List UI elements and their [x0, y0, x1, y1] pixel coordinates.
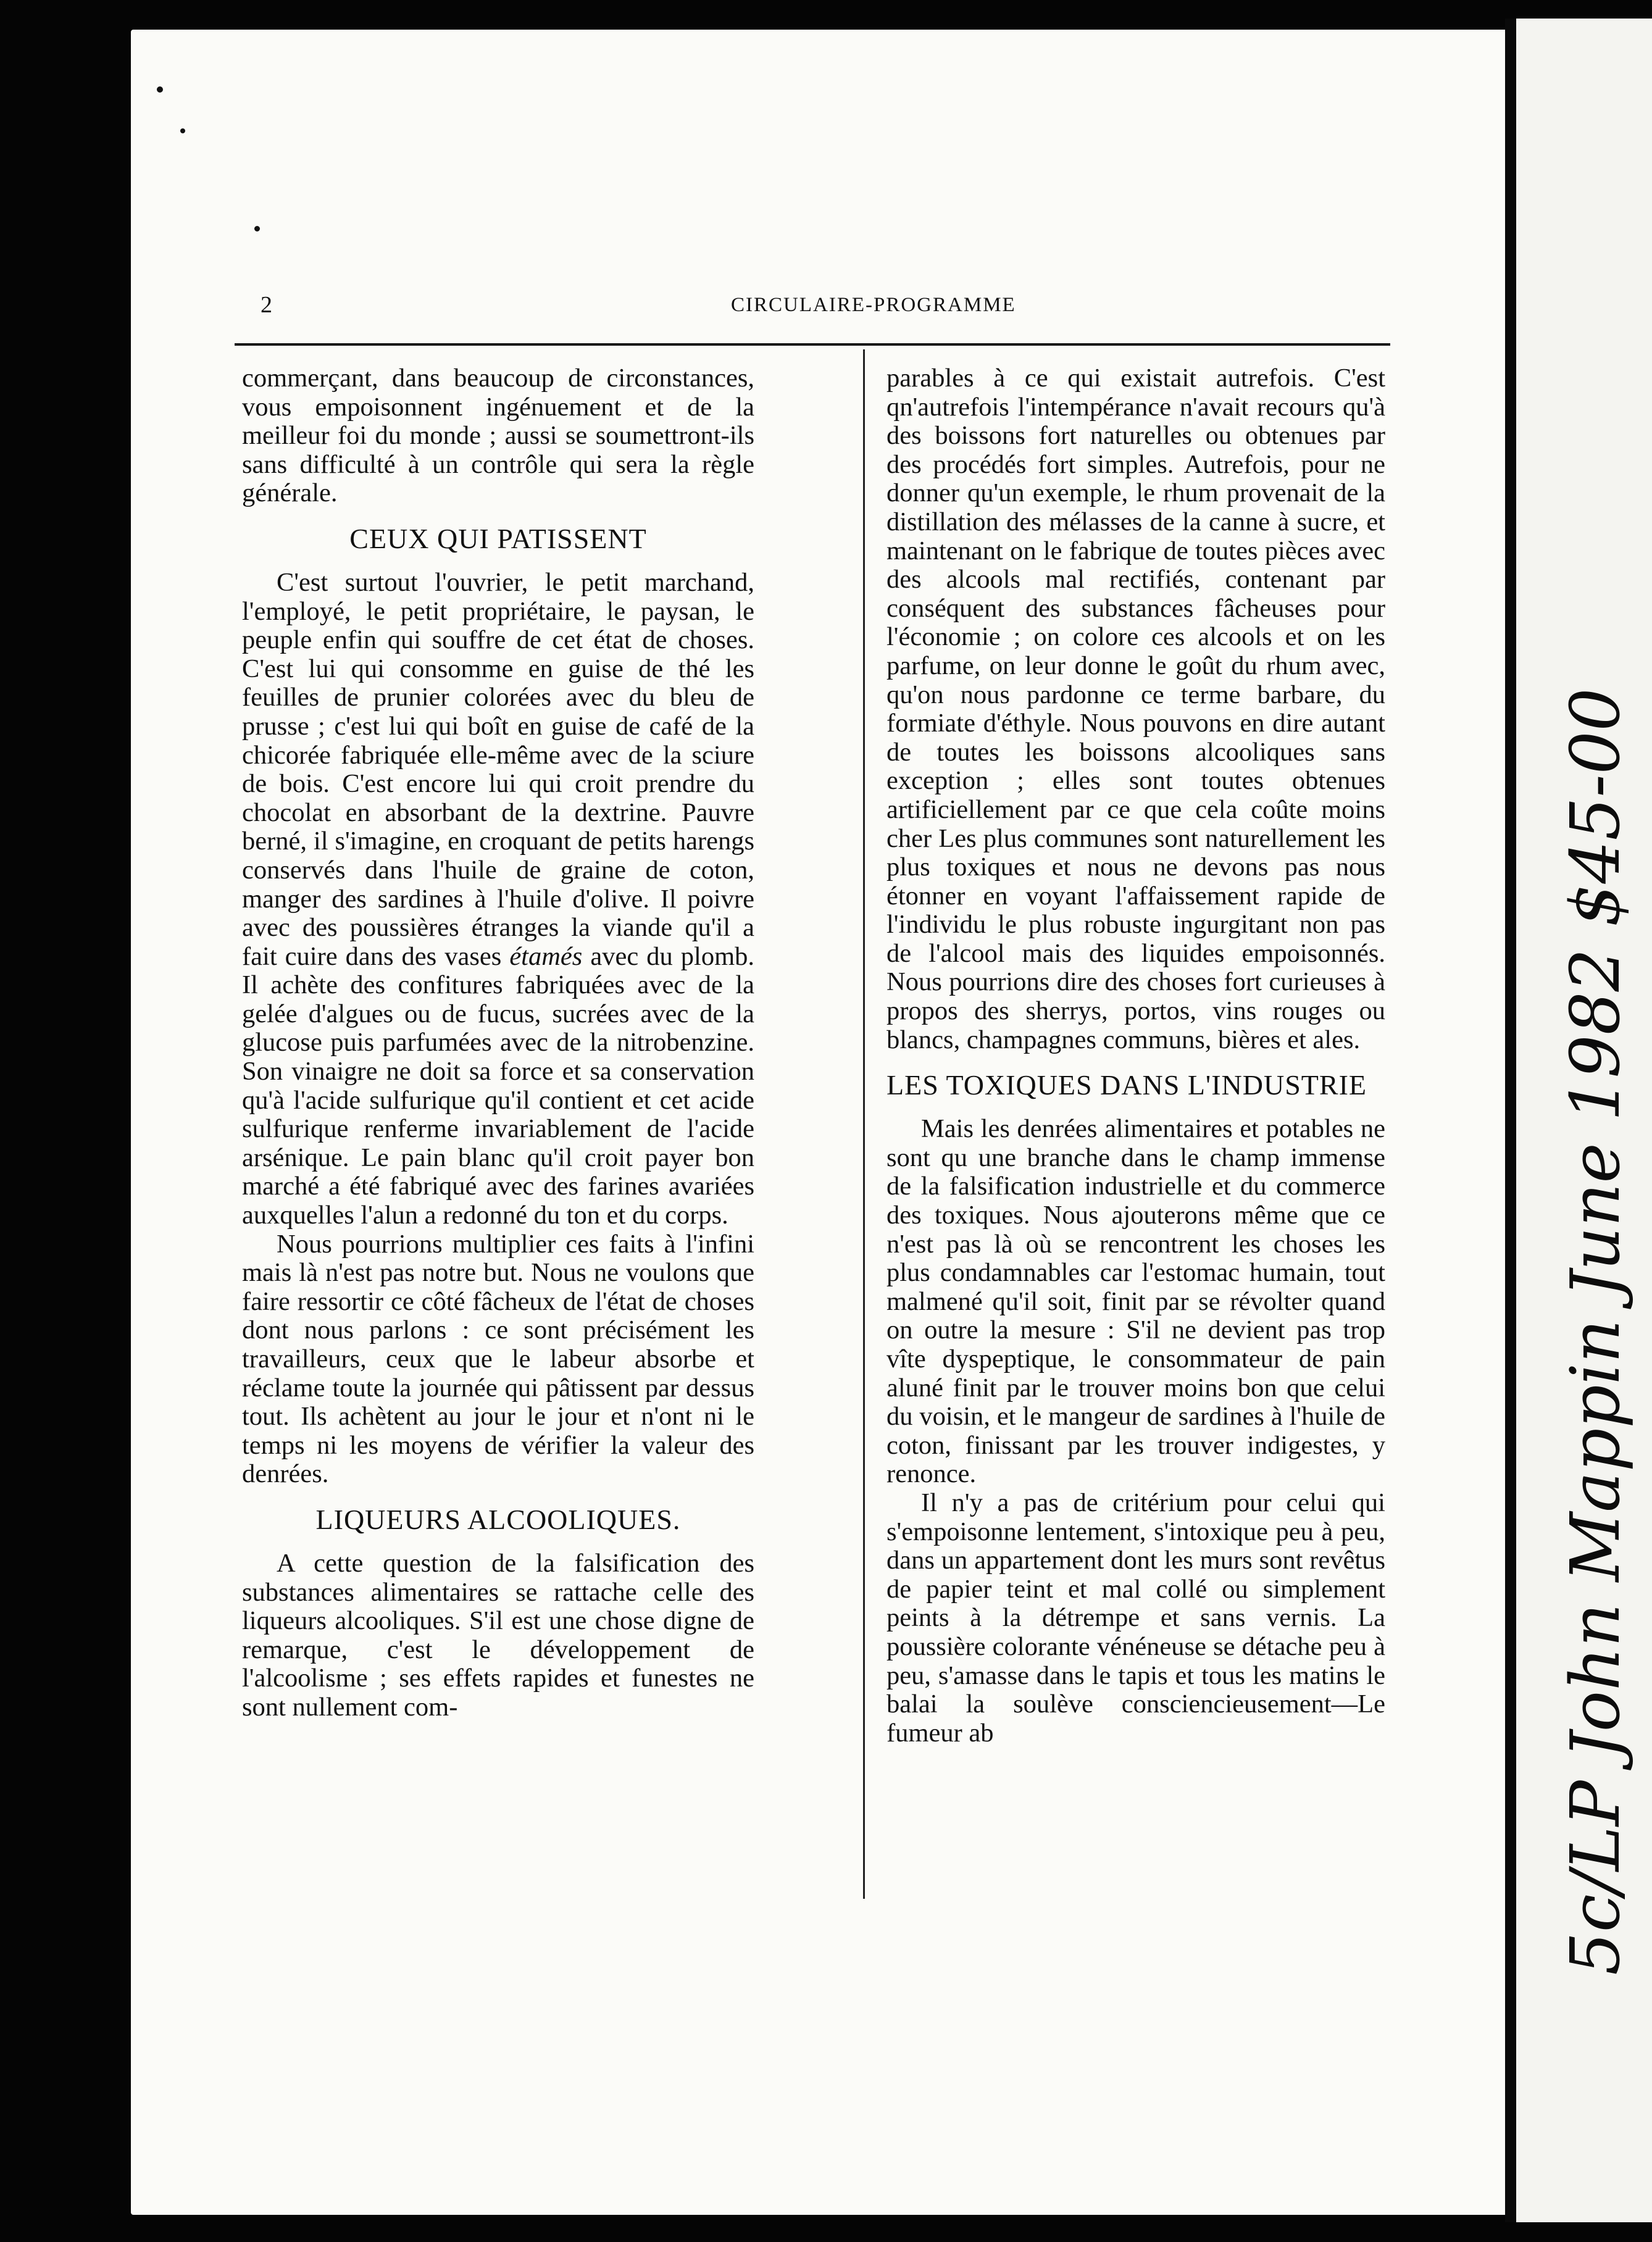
header-rule — [235, 343, 1390, 346]
right-paragraph-3: Il n'y a pas de critérium pour celui qui s'empoisonne lentement, s'intoxique peu à peu, dans un appartement dont les murs sont revêtus de papier teint et mal collé ou simplement peints à la détrempe et sans vernis. La poussière colorante vénéneuse se détache peu à peu, s'amasse dans le tapis et tous les matins le balai la soulève consciencieusement—Le fumeur ab — [886, 1488, 1385, 1748]
page-number: 2 — [261, 292, 272, 318]
page-fold-shadow — [1505, 19, 1516, 2222]
left-column — [242, 364, 754, 1722]
handwritten-margin-note — [1531, 688, 1652, 2000]
left-paragraph-3: Nous pourrions multiplier ces faits à l'infini mais là n'est pas notre but. Nous ne voulons que faire ressortir ce côté fâcheux de l'état de choses dont nous parlons : ce sont précisément les travailleurs, ceux que le labeur absorbe et réclame toute la journée qui pâtissent par dessus tout. Ils achètent au jour le jour et n'ont ni le temps ni les moyens de vérifier la valeur des denrées. — [242, 1229, 754, 1489]
left-paragraph-1: commerçant, dans beaucoup de circonstances, vous empoisonnent ingénuement et de la meilleur foi du monde ; aussi se soumettront-ils sans difficulté à un contrôle qui sera la règle générale. — [242, 364, 754, 508]
section-heading-ceux-qui-patissent: CEUX QUI PATISSENT — [349, 522, 647, 554]
section-heading-liqueurs-alcooliques: LIQUEURS ALCOOLIQUES. — [315, 1503, 681, 1535]
margin-note-text: 5c/LP John Mappin June 1982 $45-00 — [1556, 688, 1635, 1975]
scan-speck — [180, 128, 185, 133]
running-title: CIRCULAIRE-PROGRAMME — [731, 294, 1016, 316]
scan-speck — [157, 86, 163, 93]
right-column — [886, 364, 1385, 1748]
scan-speck — [254, 226, 260, 231]
left-paragraph-2: C'est surtout l'ouvrier, le petit marchand, l'employé, le petit propriétaire, le paysan, le peuple enfin qui souffre de cet état de choses. C'est lui qui consomme en guise de thé les feuilles de prunier colorées avec du bleu de prusse ; c'est lui qui boît en guise de café de la chicorée fabriquée elle-même avec de la sciure de bois. C'est encore lui qui croit prendre du chocolat en absorbant de la dextrine. Pauvre berné, il s'imagine, en croquant de petits harengs conservés dans l'huile de graine de coton, manger des sardines à l'huile d'olive. Il poivre avec des poussières étranges la viande qu'il a fait cuire dans des vases étamés avec du plomb. Il achète des confitures fabriquées avec de la gelée d'algues ou de fucus, sucrées avec de la glucose puis parfumées avec de la nitrobenzine. Son vinaigre ne doit sa force et sa conservation qu'à l'acide sulfurique qu'il contient et cet acide sulfurique renferme invariablement de l'acide arsénique. Le pain blanc qu'il croit payer bon marché a été fabriqué avec des farines avariées auxquelles l'alun a redonné du ton et du corps. — [242, 567, 755, 1230]
right-paragraph-2: Mais les denrées alimentaires et potables ne sont qu une branche dans le champ immense de la falsification industrielle et du commerce des toxiques. Nous ajouterons même que ce n'est pas là où se rencontrent les choses les plus condamnables car l'estomac humain, tout malmené qu'il soit, finit par se révolter quand on outre la mesure : S'il ne devient pas trop vîte dyspeptique, le consommateur de pain aluné finit par le trouver moins bon que celui du voisin, et le mangeur de sardines à l'huile de coton, finissant par les trouver indigestes, y renonce. — [886, 1114, 1385, 1489]
column-divider — [863, 349, 865, 1899]
right-paragraph-1: parables à ce qui existait autrefois. C'est qn'autrefois l'intempérance n'avait recours qu'à des boissons fort naturelles ou obtenues par des procédés fort simples. Autrefois, pour ne donner qu'un exemple, le rhum provenait de la distillation des mélasses de la canne à sucre, et maintenant on le fabrique de toutes pièces avec des alcools mal rectifiés, contenant par conséquent des substances fâcheuses pour l'économie ; on colore ces alcools et on les parfume, on leur donne le goût du rhum avec, qu'on nous pardonne ce terme barbare, du formiate d'éthyle. Nous pouvons en dire autant de toutes les boissons alcooliques sans exception ; elles sont toutes obtenues artificiellement par ce que cela coûte moins cher Les plus communes sont naturellement les plus toxiques et nous ne devons pas nous étonner en voyant l'affaissement rapide de l'individu le plus robuste ingurgitant non pas de l'alcool mais des liquides empoisonnés. Nous pourrions dire des choses fort curieuses à propos des sherrys, portos, vins rouges ou blancs, champagnes communs, bières et ales. — [886, 364, 1385, 1054]
section-heading-les-toxiques: LES TOXIQUES DANS L'INDUSTRIE — [886, 1069, 1367, 1101]
left-paragraph-4: A cette question de la falsification des substances alimentaires se rattache celle des liqueurs alcooliques. S'il est une chose digne de remarque, c'est le développement de l'alcoolisme ; ses effets rapides et funestes ne sont nullement com- — [242, 1548, 754, 1722]
